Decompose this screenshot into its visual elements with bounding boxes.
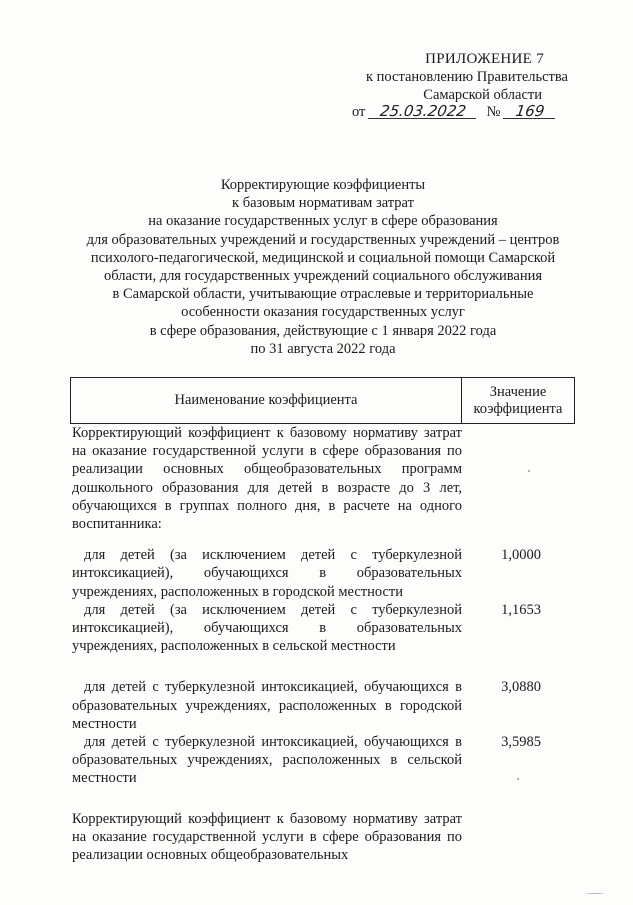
section-1-intro: Корректирующий коэффициент к базовому нормативу затрат на оказание государственной услуги в сфере образования по реализации основных общеобразовательных программ дошкольного образования для детей в возрасте до 3 лет, обучающихся в группах полного дня, в расчете на одного воспитанника: (72, 425, 462, 533)
title-line: по 31 августа 2022 года (250, 340, 396, 357)
table-row (72, 546, 577, 601)
handwritten-number: 169 (503, 104, 557, 119)
appendix-line-2: Самарской области (423, 87, 542, 103)
title-line: в сфере образования, действующие с 1 января 2022 года (149, 322, 497, 339)
scan-speck (586, 893, 604, 894)
title-line: области, для государственных учреждений социального обслуживания (103, 268, 543, 285)
appendix-line-1: к постановлению Правительства (366, 69, 568, 85)
table-body (72, 424, 577, 864)
row-description: для детей (за исключением детей с туберкулезной интоксикацией), обучающихся в образовательных учреждениях, расположенных в городской местности (72, 547, 462, 600)
appendix-header (330, 50, 578, 104)
row-value: 1,1653 (501, 601, 541, 618)
column-header-value (462, 378, 575, 424)
resolution-date-line (352, 104, 584, 121)
document-title (40, 176, 606, 358)
row-description: для детей с туберкулезной интоксикацией, обучающихся в образовательных учреждениях, расположенных в городской местности (72, 679, 462, 732)
appendix-title: ПРИЛОЖЕНИЕ 7 (425, 51, 544, 67)
scan-speck (517, 778, 519, 780)
handwritten-date: 25.03.2022 (368, 104, 478, 119)
title-line: к базовым нормативам затрат (232, 195, 414, 212)
column-header-name: Наименование коэффициента (71, 378, 462, 424)
coefficients-table-header (70, 377, 575, 424)
row-value: 1,0000 (501, 547, 541, 564)
column-header-value-line-2: коэффициента (473, 400, 563, 417)
row-value: 3,5985 (501, 734, 541, 751)
number-prefix: № (486, 104, 501, 120)
table-row (72, 733, 577, 788)
column-header-value-line-1: Значение (489, 383, 547, 400)
title-line: для образовательных учреждений и государственных учреждений – центров (86, 231, 560, 248)
title-line: психолого-педагогической, медицинской и социальной помощи Самарской (90, 249, 556, 266)
row-value: 3,0880 (501, 679, 541, 696)
row-description: для детей (за исключением детей с туберкулезной интоксикацией), обучающихся в образовательных учреждениях, расположенных в сельской местности (72, 601, 462, 655)
scan-speck (528, 470, 530, 472)
date-prefix: от (352, 104, 366, 120)
title-line: в Самарской области, учитывающие отраслевые и территориальные (112, 286, 534, 303)
row-description: для детей с туберкулезной интоксикацией, обучающихся в образовательных учреждениях, расположенных в сельской местности (72, 734, 462, 787)
table-row (72, 678, 577, 733)
table-row (72, 601, 577, 656)
title-line: Корректирующие коэффициенты (220, 177, 426, 193)
title-line: на оказание государственных услуг в сфере образования (148, 213, 498, 230)
section-2-intro: Корректирующий коэффициент к базовому нормативу затрат на оказание государственной услуги в сфере образования по реализации основных общеобразовательных (72, 810, 462, 864)
title-line: особенности оказания государственных услуг (181, 304, 465, 321)
